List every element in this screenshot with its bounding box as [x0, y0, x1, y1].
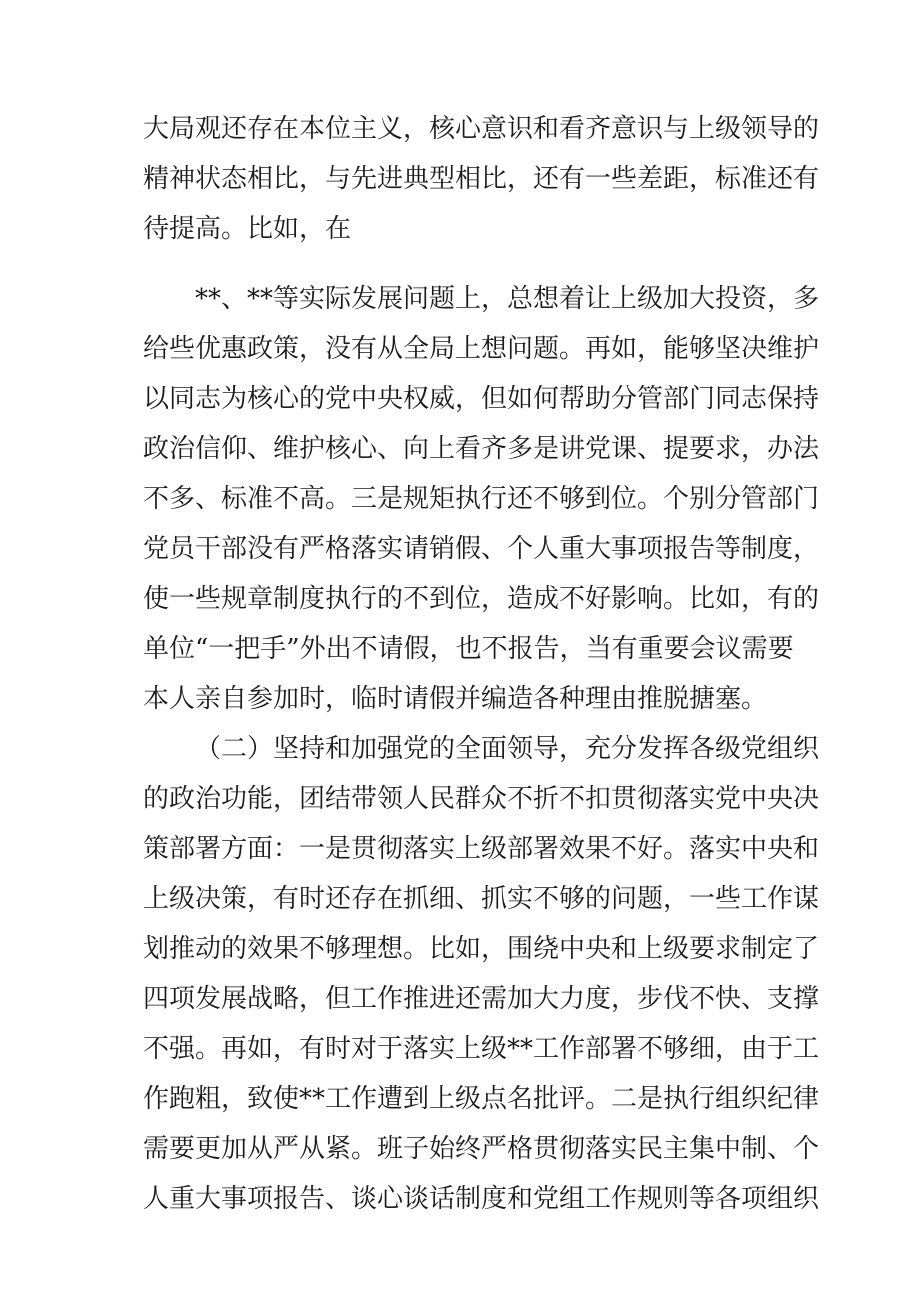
text-line: 策部署方面：一是贯彻落实上级部署效果不好。落实中央和: [143, 834, 820, 864]
text-line: 不强。再如，有时对于落实上级**工作部署不够细，由于工: [143, 1034, 820, 1064]
text-line: 单位“一把手”外出不请假，也不报告，当有重要会议需要: [143, 634, 794, 664]
text-line: 政治信仰、维护核心、向上看齐多是讲党课、提要求，办法: [143, 434, 820, 464]
text-line: 本人亲自参加时，临时请假并编造各种理由推脱搪塞。: [143, 684, 768, 714]
paragraph-3: [143, 724, 820, 1224]
text-line: 大局观还存在本位主义，核心意识和看齐意识与上级领导的: [143, 114, 820, 144]
document-page: [143, 104, 820, 1224]
text-line: 需要更加从严从紧。班子始终严格贯彻落实民主集中制、个: [143, 1134, 820, 1164]
text-line: 精神状态相比，与先进典型相比，还有一些差距，标准还有: [143, 164, 820, 194]
text-line: 使一些规章制度执行的不到位，造成不好影响。比如，有的: [143, 584, 820, 614]
text-line: （二）坚持和加强党的全面领导，充分发挥各级党组织: [195, 734, 820, 764]
paragraph-2: [143, 274, 820, 724]
text-line: 党员干部没有严格落实请销假、个人重大事项报告等制度，: [143, 534, 820, 564]
text-line: 以同志为核心的党中央权威，但如何帮助分管部门同志保持: [143, 384, 820, 414]
text-line: 待提高。比如，在: [143, 214, 352, 244]
paragraph-1: [143, 104, 820, 254]
text-line: 作跑粗，致使**工作遭到上级点名批评。二是执行组织纪律: [143, 1084, 820, 1114]
text-line: 人重大事项报告、谈心谈话制度和党组工作规则等各项组织: [143, 1184, 820, 1214]
text-line: 的政治功能，团结带领人民群众不折不扣贯彻落实党中央决: [143, 784, 820, 814]
text-line: 上级决策，有时还存在抓细、抓实不够的问题，一些工作谋: [143, 884, 820, 914]
text-line: 不多、标准不高。三是规矩执行还不够到位。个别分管部门: [143, 484, 820, 514]
text-line: 给些优惠政策，没有从全局上想问题。再如，能够坚决维护: [143, 334, 820, 364]
text-line: **、**等实际发展问题上，总想着让上级加大投资，多: [195, 284, 820, 314]
text-line: 划推动的效果不够理想。比如，围绕中央和上级要求制定了: [143, 934, 820, 964]
text-line: 四项发展战略，但工作推进还需加大力度，步伐不快、支撑: [143, 984, 820, 1014]
